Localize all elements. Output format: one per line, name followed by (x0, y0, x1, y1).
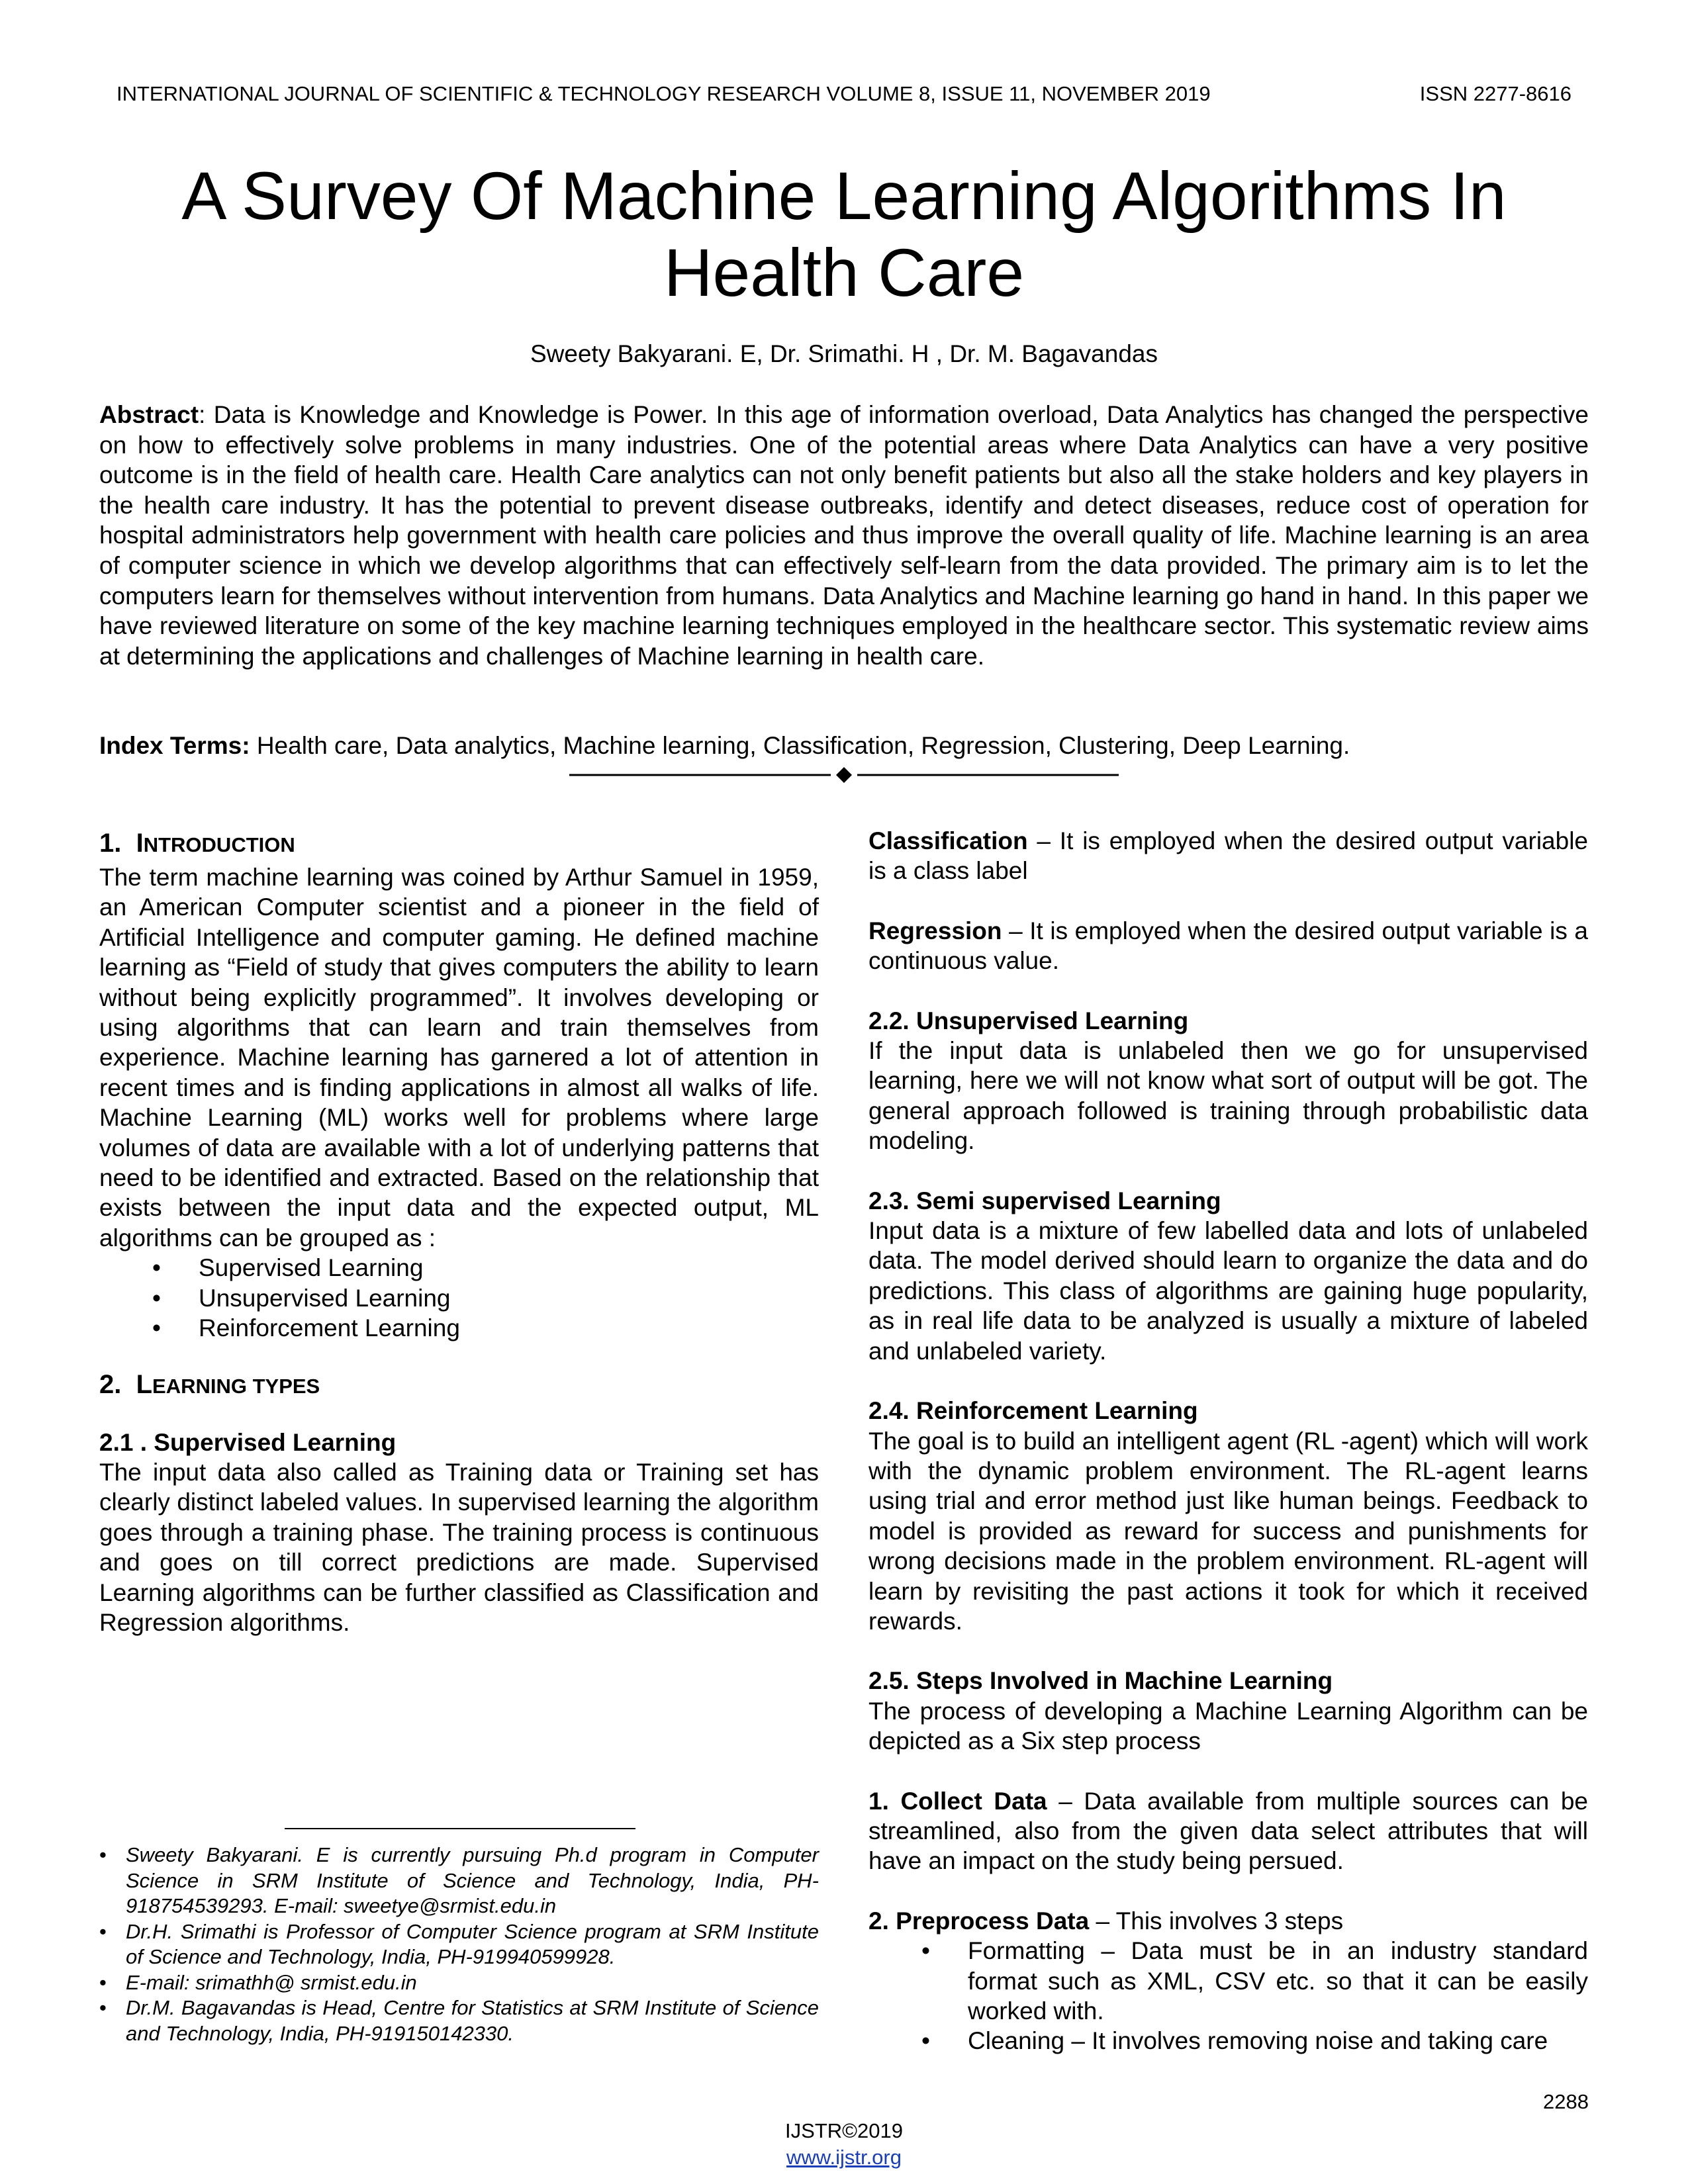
running-head (117, 82, 1571, 111)
preprocess-data-paragraph (868, 1906, 1588, 1936)
author-footnotes (99, 1843, 819, 2046)
index-terms (99, 731, 1589, 760)
title-line-1: A Survey Of Machine Learning Algorithms In (181, 158, 1507, 234)
author-list: Sweety Bakyarani. E, Dr. Srimathi. H , Dr. M. Bagavandas (530, 340, 1158, 367)
collect-data-text: – Data available from multiple sources can be streamlined, also from the given data select attributes that will have an impact on the study being persued. (868, 1787, 1588, 1875)
preprocess-steps-list (868, 1936, 1588, 2056)
unsupervised-paragraph: If the input data is unlabeled then we go for unsupervised learning, here we will not know what sort of output will be got. The general approach followed is training through probabilistic data modeling. (868, 1037, 1588, 1155)
index-terms-text: Health care, Data analytics, Machine learning, Classification, Regression, Clustering, Deep Learning. (250, 732, 1350, 759)
abstract (99, 400, 1589, 671)
list-item: • Cleaning – It involves removing noise and taking care (921, 2026, 1588, 2056)
footnote-item: • Dr.H. Srimathi is Professor of Computer Science program at SRM Institute of Science and Technology, India, PH-919940599928. (99, 1919, 819, 1970)
footnote-item: • Dr.M. Bagavandas is Head, Centre for Statistics at SRM Institute of Science and Technology, India, PH-919150142330. (99, 1995, 819, 2046)
abstract-label: Abstract (99, 401, 199, 428)
subheading-unsupervised: 2.2. Unsupervised Learning (868, 1007, 1189, 1034)
right-column (868, 826, 1588, 2056)
section-number: 1. (99, 829, 122, 858)
footnote-item: • Sweety Bakyarani. E is currently pursuing Ph.d program in Computer Science in SRM Institute of Science and Technology, India, PH-918754539293. E-mail: sweetye@srmist.edu.in (99, 1843, 819, 1919)
section-number: 2. (99, 1369, 122, 1399)
supervised-paragraph: The input data also called as Training data or Training set has clearly distinct labeled values. In supervised learning the algorithm goes through a training phase. The training process is continuous and goes on till correct predictions are made. Supervised Learning algorithms can be further classified as Classification and Regression algorithms. (99, 1458, 819, 1636)
list-item: • Reinforcement Learning (152, 1313, 819, 1343)
subheading-supervised: 2.1 . Supervised Learning (99, 1428, 397, 1456)
index-terms-label: Index Terms: (99, 732, 250, 759)
section-separator (569, 774, 1119, 777)
copyright-notice: IJSTR©2019 (785, 2119, 903, 2142)
collect-data-label: 1. Collect Data (868, 1787, 1047, 1815)
introduction-paragraph: The term machine learning was coined by Arthur Samuel in 1959, an American Computer scientist and a pioneer in the field of Artificial Intelligence and computer gaming. He defined machine learning as “Field of study that gives computers the ability to learn without being explicitly programmed”. It involves developing or using algorithms that can learn and train themselves from experience. Machine learning has garnered a lot of attention in recent times and is finding applications in almost all walks of life. Machine Learning (ML) works well for problems where large volumes of data are available with a lot of underlying patterns that need to be identified and extracted. Based on the relationship that exists between the input data and the expected output, ML algorithms can be grouped as : (99, 864, 819, 1251)
list-item: • Unsupervised Learning (152, 1283, 819, 1313)
subheading-reinforcement: 2.4. Reinforcement Learning (868, 1397, 1198, 1425)
footnote-item: • E-mail: srimathh@ srmist.edu.in (99, 1970, 819, 1996)
steps-paragraph: The process of developing a Machine Learning Algorithm can be depicted as a Six step process (868, 1697, 1588, 1755)
regression-text: – It is employed when the desired output variable is a continuous value. (868, 917, 1588, 975)
subheading-steps: 2.5. Steps Involved in Machine Learning (868, 1667, 1333, 1695)
regression-paragraph (868, 916, 1588, 976)
page-footer (0, 2118, 1688, 2171)
section-heading-learning-types (99, 1367, 819, 1404)
issn-header: ISSN 2277-8616 (1419, 82, 1571, 105)
page-number: 2288 (1543, 2090, 1589, 2113)
paper-title (99, 158, 1589, 311)
collect-data-paragraph (868, 1786, 1588, 1876)
reinforcement-paragraph: The goal is to build an intelligent agent (RL -agent) which will work with the dynamic problem environment. The RL-agent learns using trial and error method just like human beings. Feedback to model is provided as reward for success and punishments for wrong decisions made in the problem environment. RL-agent will learn by revisiting the past actions it took for which it received rewards. (868, 1427, 1588, 1635)
footnote-rule (285, 1828, 635, 1829)
title-line-2: Health Care (663, 235, 1025, 310)
section-heading-initial: I (136, 829, 144, 858)
website-link[interactable]: www.ijstr.org (786, 2146, 902, 2169)
diamond-icon (836, 767, 852, 783)
semi-supervised-paragraph: Input data is a mixture of few labelled data and lots of unlabeled data. The model derived should learn to organize the data and do predictions. This class of algorithms are gaining huge popularity, as in real life data to be analyzed is usually a mixture of labeled and unlabeled variety. (868, 1217, 1588, 1365)
section-heading-introduction (99, 826, 819, 862)
ml-groups-list (99, 1253, 819, 1343)
list-item: • Supervised Learning (152, 1253, 819, 1283)
regression-label: Regression (868, 917, 1002, 944)
section-heading-initial: L (136, 1369, 153, 1399)
list-item: • Formatting – Data must be in an industry standard format such as XML, CSV etc. so that it can be easily worked with. (921, 1936, 1588, 2026)
abstract-text: : Data is Knowledge and Knowledge is Power. In this age of information overload, Data Analytics has changed the perspective on how to effectively solve problems in many industries. One of the potential areas where Data Analytics can have a very positive outcome is in the field of health care. Health Care analytics can not only benefit patients but also all the stake holders and key players in the health care industry. It has the potential to prevent disease outbreaks, identify and detect diseases, reduce cost of operation for hospital administrators help government with health care policies and thus improve the overall quality of life. Machine learning is an area of computer science in which we develop algorithms that can effectively self-learn from the data provided. The primary aim is to let the computers learn for themselves without intervention from humans. Data Analytics and Machine learning go hand in hand. In this paper we have reviewed literature on some of the key machine learning techniques employed in the healthcare sector. This systematic review aims at determining the applications and challenges of Machine learning in health care. (99, 401, 1589, 670)
classification-paragraph (868, 826, 1588, 886)
section-heading-rest: NTRODUCTION (143, 833, 295, 856)
section-heading-rest: EARNING TYPES (152, 1374, 320, 1398)
classification-label: Classification (868, 827, 1028, 854)
preprocess-data-label: 2. Preprocess Data (868, 1907, 1090, 1934)
left-column (99, 826, 819, 1637)
subheading-semi-supervised: 2.3. Semi supervised Learning (868, 1187, 1221, 1214)
journal-header: INTERNATIONAL JOURNAL OF SCIENTIFIC & TECHNOLOGY RESEARCH VOLUME 8, ISSUE 11, NOVEMBER 2019 (117, 82, 1211, 105)
classification-text: – It is employed when the desired output variable is a class label (868, 827, 1588, 885)
preprocess-data-text: – This involves 3 steps (1089, 1907, 1344, 1934)
